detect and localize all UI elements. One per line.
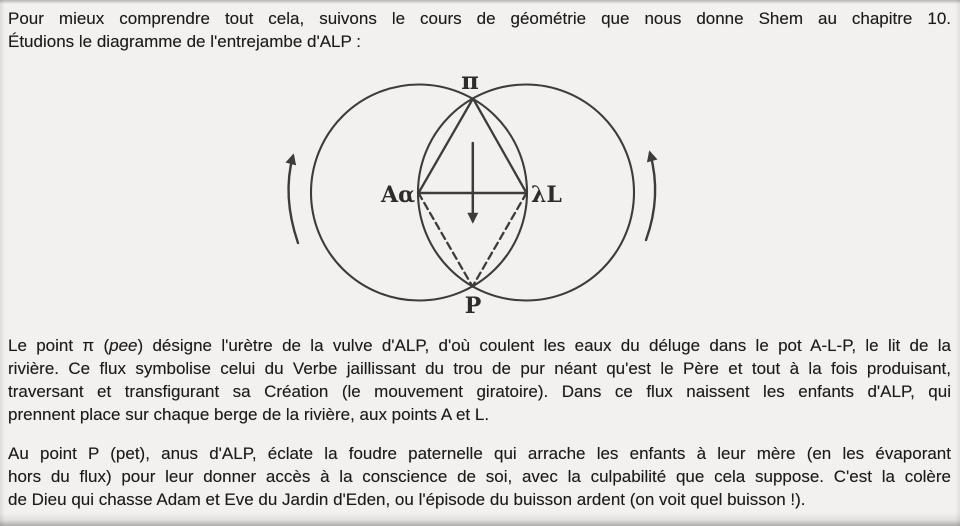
label-a-alpha: Aα: [381, 182, 415, 208]
para2-line-2: hors du flux) pour leur donner accès à la conscience de soi, avec la culpabilité que cela suppose. C'est la colère: [8, 467, 951, 486]
para1-line1-pre: Le point π (: [8, 336, 110, 355]
intro-line-2: Étudions le diagramme de l'entrejambe d'ALP :: [8, 32, 361, 51]
para1-line-4: prennent place sur chaque berge de la rivière, aux points A et L.: [8, 405, 490, 424]
label-pi: π: [461, 66, 479, 95]
para1-line1-post: ) désigne l'urètre de la vulve d'ALP, d'où coulent les eaux du déluge dans le pot A-L-P, le lit de la: [137, 336, 951, 355]
para1-line-2: rivière. Ce flux symbolise celui du Verbe jaillissant du trou de pur néant qu'est le Père et tout à la fois produisant,: [8, 359, 951, 378]
para2-line-1: Au point P (pet), anus d'ALP, éclate la foudre paternelle qui arrache les enfants à leur mère (en les évaporant: [8, 444, 951, 463]
rotation-arrow-left: [289, 156, 298, 243]
dashed-chord-a-to-p: [419, 193, 473, 287]
chord-pi-to-a: [419, 99, 474, 194]
intro-line-1: Pour mieux comprendre tout cela, suivons le cours de géométrie que nous donne Shem au chapitre 10.: [8, 9, 951, 28]
rotation-arrow-right: [646, 153, 655, 240]
body-text: [8, 334, 951, 511]
chord-pi-to-l: [473, 99, 527, 194]
para2-line-3: de Dieu qui chasse Adam et Eve du Jardin d'Eden, ou l'épisode du buisson ardent (on voit quel buisson !).: [8, 490, 806, 509]
para1-line-1: [8, 334, 951, 357]
label-lambda-l: λL: [531, 182, 562, 208]
label-p: P: [464, 293, 482, 319]
paragraph-point-p: [8, 442, 951, 511]
para1-line-3: traversant et transfigurant sa Création (le mouvement giratoire). Dans ce flux naissent les enfants d'ALP, qui: [8, 382, 951, 401]
paragraph-point-pi: [8, 334, 951, 426]
para1-line1-italic: pee: [109, 336, 138, 355]
dashed-chord-l-to-p: [473, 193, 527, 287]
